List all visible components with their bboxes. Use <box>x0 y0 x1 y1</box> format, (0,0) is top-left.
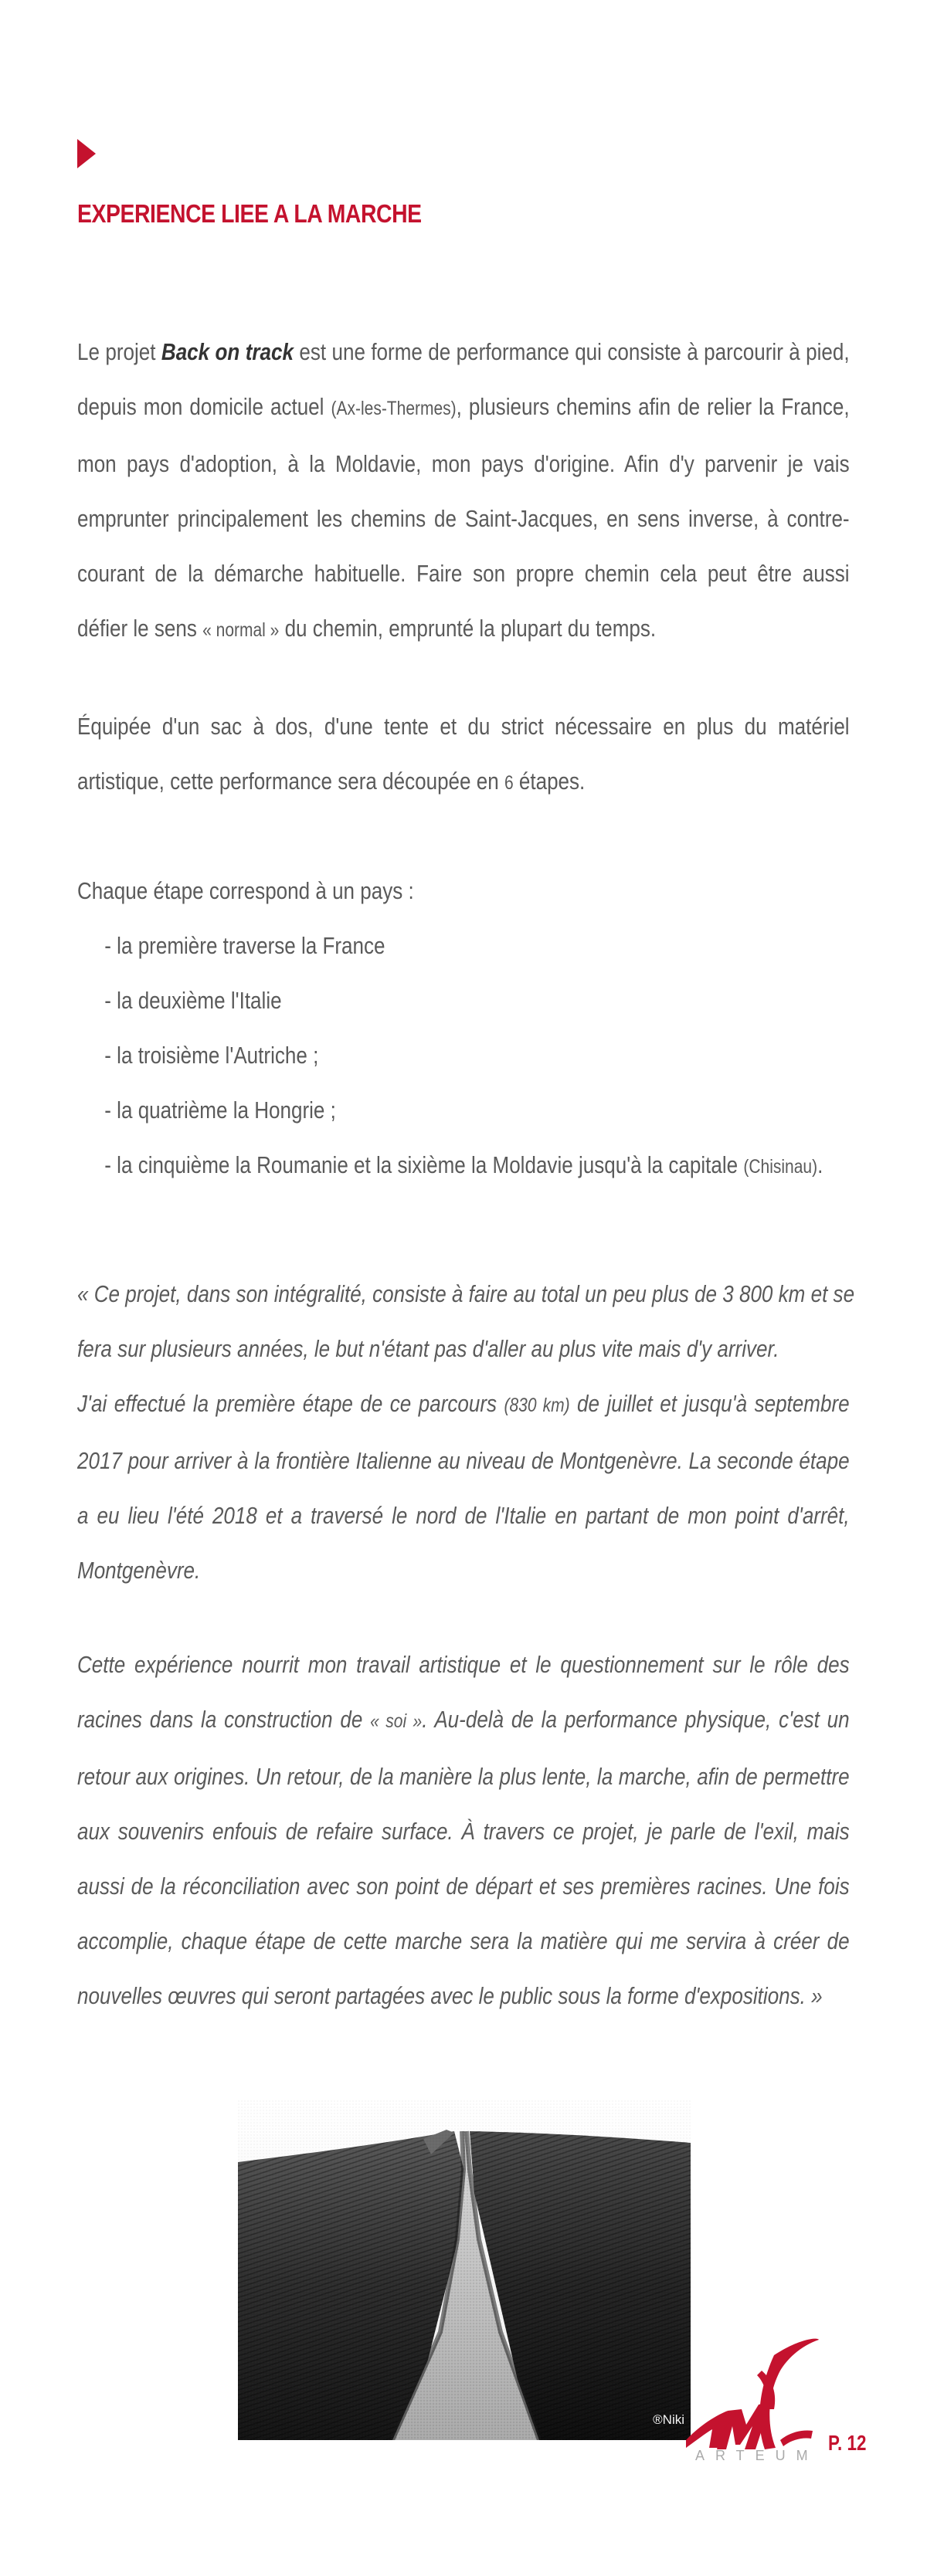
list-item: - la troisième l'Autriche ; <box>104 1042 319 1069</box>
text-line: accomplie, chaque étape de cette marche sera la matière qui me servira à créer de <box>77 1927 850 1954</box>
list-item: - la quatrième la Hongrie ; <box>104 1096 336 1124</box>
arteum-logo-mark <box>681 2324 820 2463</box>
text-line: depuis mon domicile actuel (Ax-les-Thermes), plusieurs chemins afin de relier la France, <box>77 393 850 420</box>
text-line: Montgenèvre. <box>77 1557 201 1584</box>
text-line: J'ai effectué la première étape de ce parcours (830 km) de juillet et jusqu'à septembre <box>77 1390 850 1417</box>
photo-credit: ®Niki <box>653 2412 684 2427</box>
triangle-marker-icon <box>77 139 96 168</box>
list-item: - la première traverse la France <box>104 932 385 959</box>
text-line: retour aux origines. Un retour, de la manière la plus lente, la marche, afin de permettre <box>77 1763 850 1790</box>
paragraph-intro <box>77 324 850 658</box>
text-line: emprunter principalement les chemins de Saint-Jacques, en sens inverse, à contre- <box>77 505 850 532</box>
paragraph-equipment <box>77 699 850 811</box>
list-item: - la cinquième la Roumanie et la sixième la Moldavie jusqu'à la capitale (Chisinau). <box>104 1151 823 1178</box>
road-photo <box>238 2100 691 2440</box>
text-line: courant de la démarche habituelle. Faire son propre chemin cela peut être aussi <box>77 560 850 587</box>
text-line: Équipée d'un sac à dos, d'une tente et du strict nécessaire en plus du matériel <box>77 713 850 740</box>
quote-paragraph-1 <box>77 1266 855 1598</box>
arteum-logo <box>681 2324 820 2463</box>
steps-intro: Chaque étape correspond à un pays : <box>77 877 414 904</box>
road-photo-image <box>238 2100 691 2440</box>
text-line: défier le sens « normal » du chemin, emprunté la plupart du temps. <box>77 615 657 642</box>
logo-lettering: ARTEUM <box>695 2448 819 2463</box>
text-line: mon pays d'adoption, à la Moldavie, mon pays d'origine. Afin d'y parvenir je vais <box>77 450 850 477</box>
text-line: Le projet Back on track est une forme de performance qui consiste à parcourir à pied, <box>77 338 850 365</box>
text-line: nouvelles œuvres qui seront partagées avec le public sous la forme d'expositions. » <box>77 1982 823 2009</box>
text-line: 2017 pour arriver à la frontière Italienne au niveau de Montgenèvre. La seconde étape <box>77 1447 850 1474</box>
steps-list <box>77 863 850 1195</box>
text-line: a eu lieu l'été 2018 et a traversé le nord de l'Italie en partant de mon point d'arrêt, <box>77 1502 850 1529</box>
text-line: aussi de la réconciliation avec son point de départ et ses premières racines. Une fois <box>77 1873 850 1900</box>
text-line: racines dans la construction de « soi ». Au-delà de la performance physique, c'est un <box>77 1706 850 1733</box>
quote-paragraph-2 <box>77 1637 850 2023</box>
page-number: P. 12 <box>828 2431 867 2455</box>
text-line: « Ce projet, dans son intégralité, consiste à faire au total un peu plus de 3 800 km et se <box>77 1280 855 1307</box>
list-item: - la deuxième l'Italie <box>104 987 282 1014</box>
text-line: artistique, cette performance sera découpée en 6 étapes. <box>77 768 586 795</box>
text-line: fera sur plusieurs années, le but n'étant pas d'aller au plus vite mais d'y arriver. <box>77 1335 779 1362</box>
section-heading: EXPERIENCE LIEE A LA MARCHE <box>77 199 422 228</box>
text-line: Cette expérience nourrit mon travail artistique et le questionnement sur le rôle des <box>77 1651 850 1678</box>
text-line: aux souvenirs enfouis de refaire surface. À travers ce projet, je parle de l'exil, mais <box>77 1818 850 1845</box>
